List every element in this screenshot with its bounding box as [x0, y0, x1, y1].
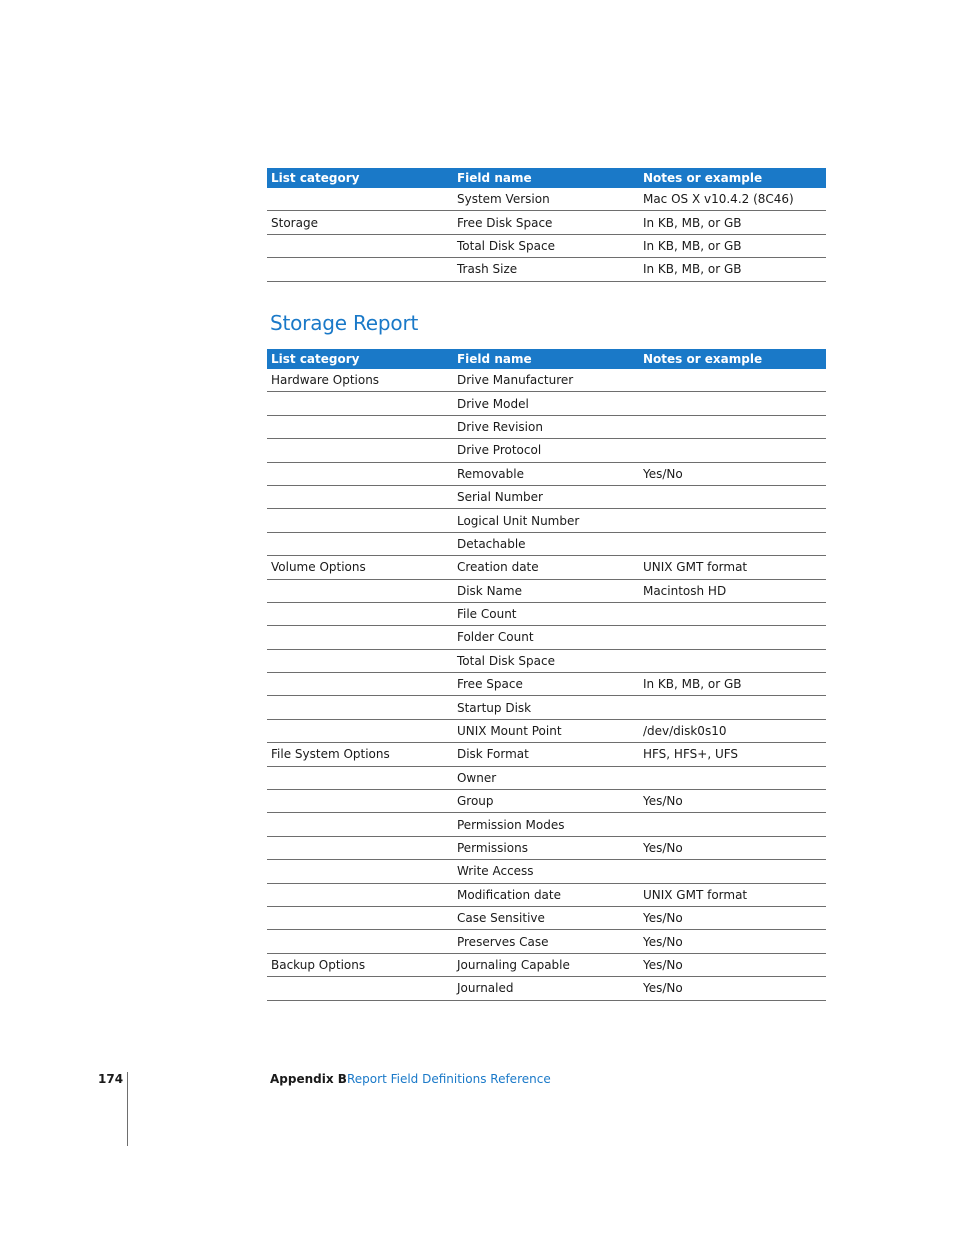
list-category-cell	[267, 836, 453, 859]
header-list-category: List category	[267, 349, 453, 369]
table-row	[267, 883, 826, 906]
notes-cell: In KB, MB, or GB	[639, 258, 826, 281]
notes-cell	[639, 485, 826, 508]
field-name-cell: Journaled	[453, 977, 639, 1000]
header-field-name: Field name	[453, 168, 639, 188]
list-category-cell	[267, 977, 453, 1000]
notes-cell: UNIX GMT format	[639, 556, 826, 579]
field-name-cell: Free Space	[453, 673, 639, 696]
appendix-label: Appendix B	[270, 1072, 347, 1086]
table-row	[267, 439, 826, 462]
table-row	[267, 813, 826, 836]
table-row	[267, 462, 826, 485]
field-name-cell: Startup Disk	[453, 696, 639, 719]
list-category-cell	[267, 234, 453, 257]
page-number: 174	[98, 1072, 124, 1086]
list-category-cell	[267, 439, 453, 462]
field-name-cell: Journaling Capable	[453, 953, 639, 976]
table-row	[267, 369, 826, 392]
section-title: Storage Report	[270, 311, 419, 335]
notes-cell	[639, 813, 826, 836]
list-category-cell	[267, 602, 453, 625]
table-row	[267, 234, 826, 257]
table-row	[267, 258, 826, 281]
field-name-cell: Permission Modes	[453, 813, 639, 836]
notes-cell	[639, 369, 826, 392]
list-category-cell: Volume Options	[267, 556, 453, 579]
list-category-cell	[267, 790, 453, 813]
notes-cell: In KB, MB, or GB	[639, 234, 826, 257]
notes-cell	[639, 532, 826, 555]
list-category-cell	[267, 485, 453, 508]
field-name-cell: Total Disk Space	[453, 649, 639, 672]
notes-cell: In KB, MB, or GB	[639, 673, 826, 696]
list-category-cell	[267, 258, 453, 281]
field-name-cell: Permissions	[453, 836, 639, 859]
notes-cell: Yes/No	[639, 930, 826, 953]
notes-cell: Yes/No	[639, 462, 826, 485]
field-name-cell: Disk Format	[453, 743, 639, 766]
field-name-cell: Drive Revision	[453, 415, 639, 438]
list-category-cell	[267, 462, 453, 485]
field-name-cell: Case Sensitive	[453, 906, 639, 929]
header-notes-or-example: Notes or example	[639, 349, 826, 369]
table-row	[267, 579, 826, 602]
notes-cell	[639, 649, 826, 672]
footer-divider	[127, 1072, 128, 1146]
field-name-cell: Preserves Case	[453, 930, 639, 953]
field-name-cell: Drive Manufacturer	[453, 369, 639, 392]
table-row	[267, 790, 826, 813]
list-category-cell	[267, 696, 453, 719]
table-row	[267, 719, 826, 742]
field-name-cell: Logical Unit Number	[453, 509, 639, 532]
notes-cell: Mac OS X v10.4.2 (8C46)	[639, 188, 826, 211]
table-row	[267, 415, 826, 438]
list-category-cell	[267, 649, 453, 672]
list-category-cell	[267, 813, 453, 836]
list-category-cell: Hardware Options	[267, 369, 453, 392]
field-name-cell: Write Access	[453, 860, 639, 883]
notes-cell: Yes/No	[639, 977, 826, 1000]
list-category-cell	[267, 906, 453, 929]
field-name-cell: UNIX Mount Point	[453, 719, 639, 742]
field-name-cell: Disk Name	[453, 579, 639, 602]
field-name-cell: Group	[453, 790, 639, 813]
table-row	[267, 860, 826, 883]
table-row	[267, 696, 826, 719]
table-row	[267, 532, 826, 555]
field-name-cell: Owner	[453, 766, 639, 789]
notes-cell	[639, 602, 826, 625]
list-category-cell	[267, 579, 453, 602]
table-body	[267, 188, 826, 281]
notes-cell	[639, 766, 826, 789]
table-row	[267, 485, 826, 508]
list-category-cell	[267, 883, 453, 906]
table-header-row	[267, 168, 826, 188]
field-name-cell: Trash Size	[453, 258, 639, 281]
field-name-cell: Drive Model	[453, 392, 639, 415]
storage-report-table	[267, 349, 826, 1001]
table-row	[267, 953, 826, 976]
field-name-cell: Removable	[453, 462, 639, 485]
table-row	[267, 906, 826, 929]
table-row	[267, 930, 826, 953]
table-row	[267, 766, 826, 789]
list-category-cell	[267, 719, 453, 742]
notes-cell: Yes/No	[639, 906, 826, 929]
notes-cell: /dev/disk0s10	[639, 719, 826, 742]
list-category-cell: Backup Options	[267, 953, 453, 976]
notes-cell: Yes/No	[639, 790, 826, 813]
system-fields-table	[267, 168, 826, 282]
field-name-cell: Folder Count	[453, 626, 639, 649]
notes-cell	[639, 626, 826, 649]
header-field-name: Field name	[453, 349, 639, 369]
field-name-cell: Creation date	[453, 556, 639, 579]
table-row	[267, 392, 826, 415]
table-header-row	[267, 349, 826, 369]
notes-cell: Yes/No	[639, 953, 826, 976]
list-category-cell	[267, 415, 453, 438]
notes-cell	[639, 509, 826, 532]
table-row	[267, 626, 826, 649]
list-category-cell	[267, 626, 453, 649]
table-row	[267, 602, 826, 625]
list-category-cell	[267, 509, 453, 532]
table-row	[267, 743, 826, 766]
field-name-cell: Serial Number	[453, 485, 639, 508]
table-row	[267, 836, 826, 859]
table-row	[267, 649, 826, 672]
notes-cell	[639, 696, 826, 719]
list-category-cell	[267, 673, 453, 696]
field-name-cell: System Version	[453, 188, 639, 211]
notes-cell: HFS, HFS+, UFS	[639, 743, 826, 766]
table-body	[267, 369, 826, 1000]
list-category-cell	[267, 930, 453, 953]
list-category-cell: File System Options	[267, 743, 453, 766]
table-row	[267, 211, 826, 234]
field-name-cell: Modification date	[453, 883, 639, 906]
list-category-cell	[267, 766, 453, 789]
list-category-cell	[267, 860, 453, 883]
notes-cell: UNIX GMT format	[639, 883, 826, 906]
notes-cell	[639, 392, 826, 415]
notes-cell	[639, 860, 826, 883]
table-row	[267, 188, 826, 211]
notes-cell	[639, 415, 826, 438]
field-name-cell: Drive Protocol	[453, 439, 639, 462]
notes-cell: Yes/No	[639, 836, 826, 859]
field-name-cell: Free Disk Space	[453, 211, 639, 234]
field-name-cell: File Count	[453, 602, 639, 625]
list-category-cell	[267, 532, 453, 555]
table-row	[267, 673, 826, 696]
table-row	[267, 556, 826, 579]
header-list-category: List category	[267, 168, 453, 188]
list-category-cell	[267, 392, 453, 415]
list-category-cell	[267, 188, 453, 211]
header-notes-or-example: Notes or example	[639, 168, 826, 188]
notes-cell: In KB, MB, or GB	[639, 211, 826, 234]
chapter-link[interactable]: Report Field Definitions Reference	[347, 1072, 551, 1086]
table-row	[267, 977, 826, 1000]
field-name-cell: Total Disk Space	[453, 234, 639, 257]
field-name-cell: Detachable	[453, 532, 639, 555]
table-row	[267, 509, 826, 532]
list-category-cell: Storage	[267, 211, 453, 234]
notes-cell: Macintosh HD	[639, 579, 826, 602]
notes-cell	[639, 439, 826, 462]
